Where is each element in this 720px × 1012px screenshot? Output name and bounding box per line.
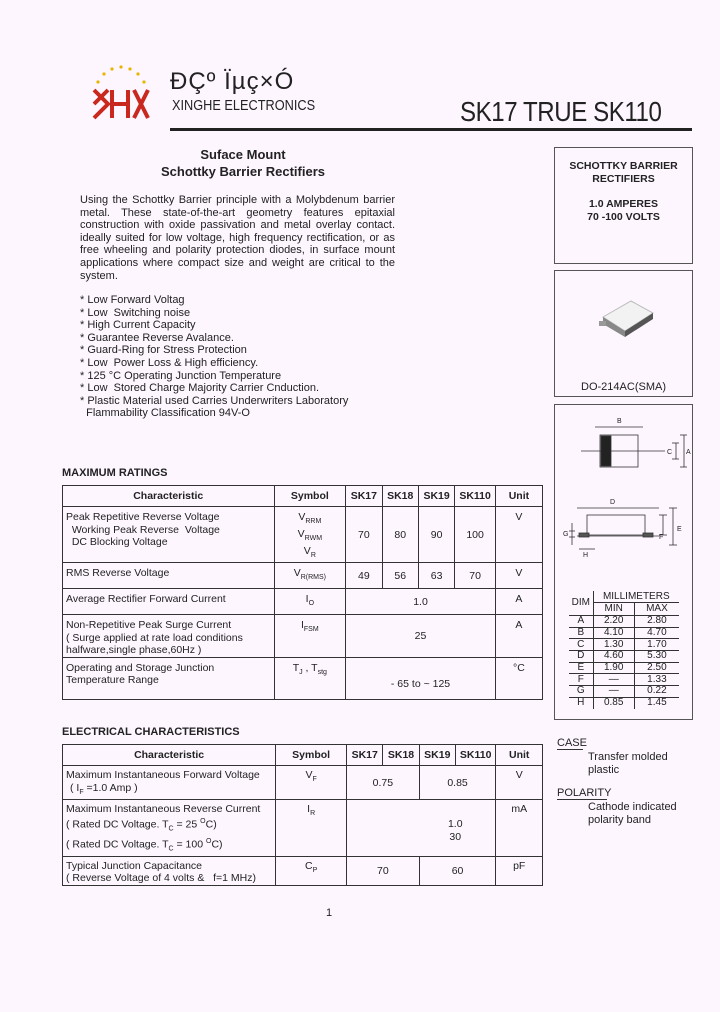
mr-symbol [274,563,346,589]
mr-unit: V [495,563,542,589]
mr-sym-line [278,545,343,562]
feature-item: * Low Power Loss & High efficiency. [80,356,259,369]
el-txt: =1.0 Amp ) [83,781,138,794]
mr-value: 63 [418,563,454,589]
elec-table [62,744,543,886]
el-txt: = 25 [173,818,201,831]
mr-symbol [274,657,346,699]
mr-sym-sub: RWM [304,535,323,543]
el-header-col-5: SK110 [455,745,496,766]
feature-item: * 125 °C Operating Junction Temperature [80,369,282,382]
mr-sym-sub: stg [317,668,327,676]
mr-sym-line [278,511,343,528]
el-char-line [66,782,272,800]
el-unit: pF [496,856,543,885]
brand-name: XINGHE ELECTRONICS [172,97,316,114]
dim-label-h: H [583,552,589,559]
mr-sym-main: I [300,619,304,632]
mr-value: 1.0 [346,589,496,615]
el-value-1: 1.0 [447,818,463,831]
el-char-line [66,816,272,836]
dim-letter: A [569,616,593,628]
dim-min: 1.90 [593,662,634,674]
max-header: MAX [634,603,679,616]
mr-row [63,615,543,658]
polarity-text2: polarity band [588,814,651,826]
mr-char-line: Temperature Range [66,674,159,687]
dim-max: 0.22 [634,686,679,698]
mr-row [63,507,543,563]
el-value-1 [347,800,496,857]
el-txt: C) [211,838,223,851]
dim-label-b: B [617,418,622,425]
min-header: MIN [593,603,634,616]
dim-label-g: G [563,531,569,538]
dimension-panel [554,404,693,720]
mr-value: 70 [346,507,382,563]
mr-sym-main: V [293,567,301,580]
el-sup: O [206,837,212,845]
el-symbol [276,800,347,857]
mr-value: 49 [346,563,382,589]
mr-value: - 65 to ~ 125 [346,657,496,699]
mr-sym-sub: RRM [305,518,322,526]
mr-sym-sub: R [310,552,316,560]
mr-sym-main: V [297,528,305,541]
el-row [63,800,543,857]
el-char [63,800,276,857]
el-header-col-6: Unit [496,745,543,766]
feature-list [80,294,400,420]
spec-line4: 70 -100 VOLTS [587,211,660,223]
el-txt: ( I [70,781,80,794]
dim-min: 4.60 [593,651,634,663]
el-value-1: 0.75 [347,766,420,800]
dim-letter: C [569,639,593,651]
dim-letter: B [569,627,593,639]
mr-sym [306,593,314,610]
mr-sym-main: V [298,511,306,523]
dim-label-e: E [677,526,682,533]
dim-header: DIM [569,591,593,616]
dim-label-f: F [659,534,664,541]
mr-sym [301,619,319,636]
mr-char [63,657,275,699]
el-value-2: 60 [419,856,496,885]
header-rule [170,128,692,131]
mr-sym-main: , T [302,661,318,674]
mr-value: 90 [418,507,454,563]
polarity-text1: Cathode indicated [588,801,677,813]
dim-row [569,639,679,651]
dim-min: — [593,686,634,698]
el-unit: V [496,766,543,800]
mr-header-col-3: SK18 [382,486,418,507]
mr-char-line: Non-Repetitive Peak Surge Current [66,619,232,632]
mr-sym-sub: R(RMS) [300,574,326,582]
mr-sym [294,567,326,584]
brand-garbled: ÐÇº Ïµç×Ó [170,68,295,95]
dim-row [569,627,679,639]
case-label: CASE [557,737,587,749]
case-text2: plastic [588,764,620,776]
feature-item: * Plastic Material used Carries Underwriters Laboratory [80,394,349,407]
mr-sym [298,511,321,528]
dim-max: 5.30 [634,651,679,663]
el-sup: O [200,817,206,825]
mr-char-line: DC Blocking Voltage [66,536,168,548]
el-char [63,856,276,885]
mr-symbol [274,615,346,658]
page-number: 1 [326,907,333,919]
dim-max: 2.80 [634,616,679,628]
mr-value: 25 [346,615,496,658]
dim-max: 1.70 [634,639,679,651]
mr-sym-sub: FSM [303,626,319,634]
mr-unit: °C [495,657,542,699]
feature-item: * Guarantee Reverse Avalance. [80,331,234,344]
feature-item: * Low Switching noise [80,306,191,319]
dim-min: — [593,674,634,686]
el-sub: C [168,845,174,853]
dim-max: 1.33 [634,674,679,686]
mr-char-line: Working Peak Reverse Voltage [66,523,220,536]
title-line2: Schottky Barrier Rectifiers [160,164,325,179]
mr-char [63,507,275,563]
dim-letter: D [569,651,593,663]
el-sym-main: V [305,769,313,781]
dim-max: 2.50 [634,662,679,674]
el-char-line: ( Reverse Voltage of 4 volts & f=1 MHz) [66,872,256,885]
mr-symbol [274,589,346,615]
dim-max: 4.70 [634,627,679,639]
mr-header-col-0: Characteristic [63,486,275,507]
sma-package-icon [597,297,657,339]
mr-char [63,563,275,589]
el-value-2: 0.85 [419,766,496,800]
mr-value: 56 [382,563,418,589]
mr-unit: A [495,589,542,615]
el-header-col-4: SK19 [419,745,455,766]
dim-min: 1.30 [593,639,634,651]
mr-header-col-6: Unit [495,486,542,507]
spec-line2: RECTIFIERS [592,173,655,185]
dim-label-a: A [686,449,691,456]
doc-title [120,146,366,180]
mr-char-line: Peak Repetitive Reverse Voltage [66,511,220,523]
el-symbol [276,856,347,885]
polarity-rule [557,799,607,800]
el-header-col-2: SK17 [347,745,383,766]
dim-row [569,697,679,708]
part-title: SK17 TRUE SK110 [460,96,662,127]
el-char [63,766,276,800]
mr-char-line: Average Rectifier Forward Current [66,593,226,606]
el-row [63,856,543,885]
el-value-1: 70 [347,856,420,885]
feature-item: Flammability Classification 94V-O [80,407,250,420]
mr-unit: A [495,615,542,658]
mr-header-col-5: SK110 [455,486,496,507]
outline-drawing [555,405,692,585]
max-ratings-table [62,485,543,700]
el-sym [305,769,316,783]
el-header-col-1: Symbol [276,745,347,766]
mr-value: 70 [455,563,496,589]
mr-row [63,563,543,589]
case-text1: Transfer molded [588,751,668,763]
el-header-col-0: Characteristic [63,745,276,766]
dim-letter: E [569,662,593,674]
el-sym-sub: F [312,776,317,784]
el-symbol [276,766,347,800]
dim-letter: G [569,686,593,698]
mr-char-line: ( Surge applied at rate load conditions [66,631,243,644]
mr-row [63,589,543,615]
el-sub: C [168,825,174,833]
mr-unit: V [495,507,542,563]
mr-symbol [274,507,346,563]
feature-item: * High Current Capacity [80,319,196,332]
mr-sym-line [278,528,343,545]
el-txt: ( Rated DC Voltage. T [66,818,169,831]
mr-sym-sub: J [299,668,303,676]
xinghe-logo-icon [88,62,154,122]
el-header-col-3: SK18 [383,745,419,766]
mr-value: 80 [382,507,418,563]
dim-letter: H [569,697,593,708]
package-box [554,270,693,397]
el-value-stack [384,812,526,843]
el-sym-main: I [307,803,311,816]
el-value-2: 30 [449,830,462,843]
elec-heading: ELECTRICAL CHARACTERISTICS [62,726,240,738]
spec-line3: 1.0 AMPERES [588,198,659,210]
el-txt: ( Rated DC Voltage. T [66,838,169,851]
el-sym-main: C [305,859,313,872]
case-rule [557,749,583,750]
package-label: DO-214AC(SMA) [581,381,666,393]
mm-header: MILLIMETERS [602,590,670,602]
dim-letter: F [569,674,593,686]
mr-header-col-1: Symbol [274,486,346,507]
mr-header-col-2: SK17 [346,486,382,507]
mr-char-line: RMS Reverse Voltage [66,567,170,580]
el-txt: C) [205,818,217,831]
intro-paragraph: Using the Schottky Barrier principle with a Molybdenum barrier metal. These state-of-the-art geometry features epitaxial construction with oxide passivation and metal overlay contact. ideally suited for low voltage, high frequency rectification, or as free wheeling and polarity protection diodes, in surface mount applications where compact size and weight are critical to the system. [80,194,395,282]
case-block [557,737,697,827]
el-sym-sub: R [310,810,316,818]
mr-char [63,615,275,658]
dim-row [569,662,679,674]
feature-item: * Guard-Ring for Stress Protection [80,344,247,357]
mr-row [63,657,543,699]
polarity-label: POLARITY [557,787,612,799]
mr-value: 100 [455,507,496,563]
mr-header-col-4: SK19 [418,486,454,507]
el-char-line: Maximum Instantaneous Forward Voltage [66,769,260,781]
el-unit: mA [496,800,543,857]
mr-char-line: Operating and Storage Junction [66,661,215,674]
el-char-line: Typical Junction Capacitance [66,859,202,872]
el-char-line: Maximum Instantaneous Reverse Current [66,803,261,816]
feature-item: * Low Forward Voltag [80,294,185,306]
dim-min: 4.10 [593,627,634,639]
el-sym-sub: P [312,866,318,874]
dim-min: 2.20 [593,616,634,628]
mr-sym-sub: O [308,600,315,608]
dim-max: 1.45 [634,697,679,708]
dim-label-c: C [667,449,673,456]
feature-item: * Low Stored Charge Majority Carrier Cnduction. [80,382,320,395]
mr-char [63,589,275,615]
mr-sym-main: I [305,593,309,606]
el-sym [305,860,317,874]
dim-row [569,674,679,686]
mr-sym-main: T [292,661,300,674]
dimension-table [569,591,679,709]
mr-char-line: halfware,single phase,60Hz ) [66,644,202,657]
mr-sym [304,545,316,562]
mr-sym [293,662,327,679]
el-sym [307,803,315,817]
el-row [63,766,543,800]
mr-sym [298,528,322,545]
el-char-line [66,836,272,856]
dim-row [569,651,679,663]
spec-line1: SCHOTTKY BARRIER [569,160,678,172]
dim-row [569,616,679,628]
dim-row [569,686,679,698]
title-line1: Suface Mount [200,147,286,162]
dim-min: 0.85 [593,697,634,708]
el-txt: = 100 [173,838,206,851]
mr-sym-main: V [303,545,311,558]
el-sub: F [79,788,84,796]
dim-label-d: D [610,499,616,506]
max-ratings-heading: MAXIMUM RATINGS [62,467,168,479]
spec-box [554,147,693,264]
